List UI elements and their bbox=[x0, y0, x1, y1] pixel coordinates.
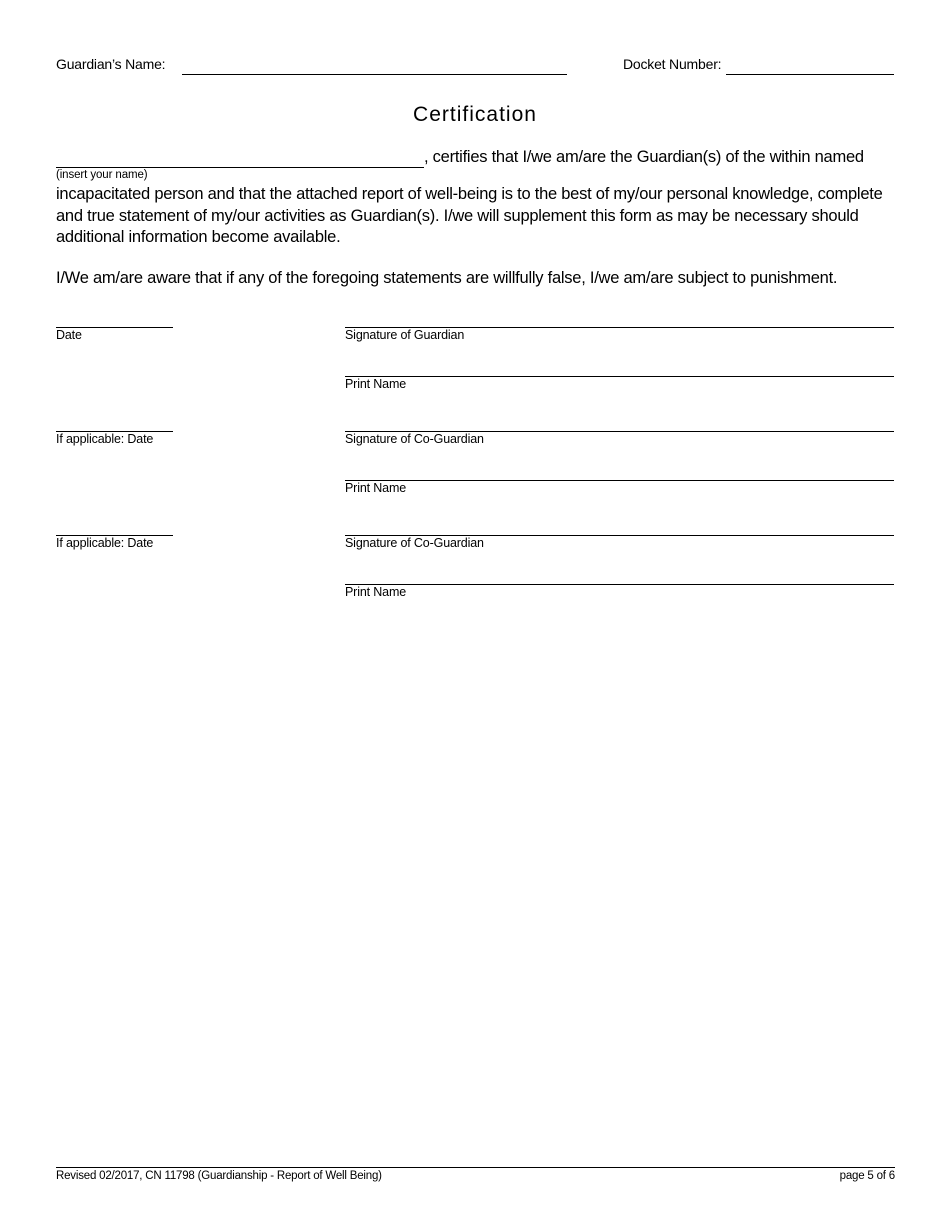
certifies-text: , certifies that I/we am/are the Guardian(s) of the within named bbox=[424, 148, 864, 166]
guardians-name-label: Guardian’s Name: bbox=[56, 56, 166, 72]
guardian-signature-field[interactable] bbox=[345, 307, 894, 327]
co-guardian-1-print-name-field[interactable] bbox=[345, 460, 894, 480]
date-field[interactable] bbox=[56, 307, 173, 327]
guardian-print-name-underline bbox=[345, 376, 894, 377]
insert-name-underline bbox=[56, 167, 424, 168]
co-guardian-1-signature-field[interactable] bbox=[345, 411, 894, 431]
insert-name-field[interactable] bbox=[56, 147, 424, 167]
guardians-name-field[interactable] bbox=[182, 54, 567, 74]
co-guardian-2-print-name-field[interactable] bbox=[345, 564, 894, 584]
date-label: Date bbox=[56, 328, 82, 342]
co-guardian-2-date-label: If applicable: Date bbox=[56, 536, 154, 550]
co-guardian-1-date-label: If applicable: Date bbox=[56, 432, 154, 446]
guardian-print-name-label: Print Name bbox=[345, 377, 407, 391]
insert-name-caption: (insert your name) bbox=[56, 169, 148, 181]
co-guardian-2-signature-field[interactable] bbox=[345, 515, 894, 535]
guardians-name-underline bbox=[182, 74, 567, 75]
footer-divider bbox=[56, 1167, 895, 1168]
co-guardian-1-date-field[interactable] bbox=[56, 411, 173, 431]
guardian-print-name-field[interactable] bbox=[345, 356, 894, 376]
co-guardian-2-signature-label: Signature of Co-Guardian bbox=[345, 536, 484, 550]
co-guardian-2-print-name-label: Print Name bbox=[345, 585, 407, 599]
co-guardian-1-signature-label: Signature of Co-Guardian bbox=[345, 432, 484, 446]
docket-number-field[interactable] bbox=[726, 54, 894, 74]
page-title: Certification bbox=[413, 103, 537, 126]
certification-paragraph: incapacitated person and that the attached report of well-being is to the best of my/our personal knowledge, complete and true statement of my/our activities as Guardian(s). I/we will supplement this form as may be necessary should additional information become available. bbox=[56, 185, 883, 246]
co-guardian-2-date-field[interactable] bbox=[56, 515, 173, 535]
co-guardian-2-print-name-underline bbox=[345, 584, 894, 585]
docket-number-label: Docket Number: bbox=[623, 56, 722, 72]
co-guardian-1-print-name-underline bbox=[345, 480, 894, 481]
footer-page-number: page 5 of 6 bbox=[839, 1170, 895, 1182]
co-guardian-1-print-name-label: Print Name bbox=[345, 481, 407, 495]
guardian-signature-label: Signature of Guardian bbox=[345, 328, 465, 342]
docket-number-underline bbox=[726, 74, 894, 75]
punishment-statement: I/We am/are aware that if any of the foregoing statements are willfully false, I/we am/are subject to punishment. bbox=[56, 269, 838, 287]
footer-revision: Revised 02/2017, CN 11798 (Guardianship - Report of Well Being) bbox=[56, 1170, 382, 1182]
